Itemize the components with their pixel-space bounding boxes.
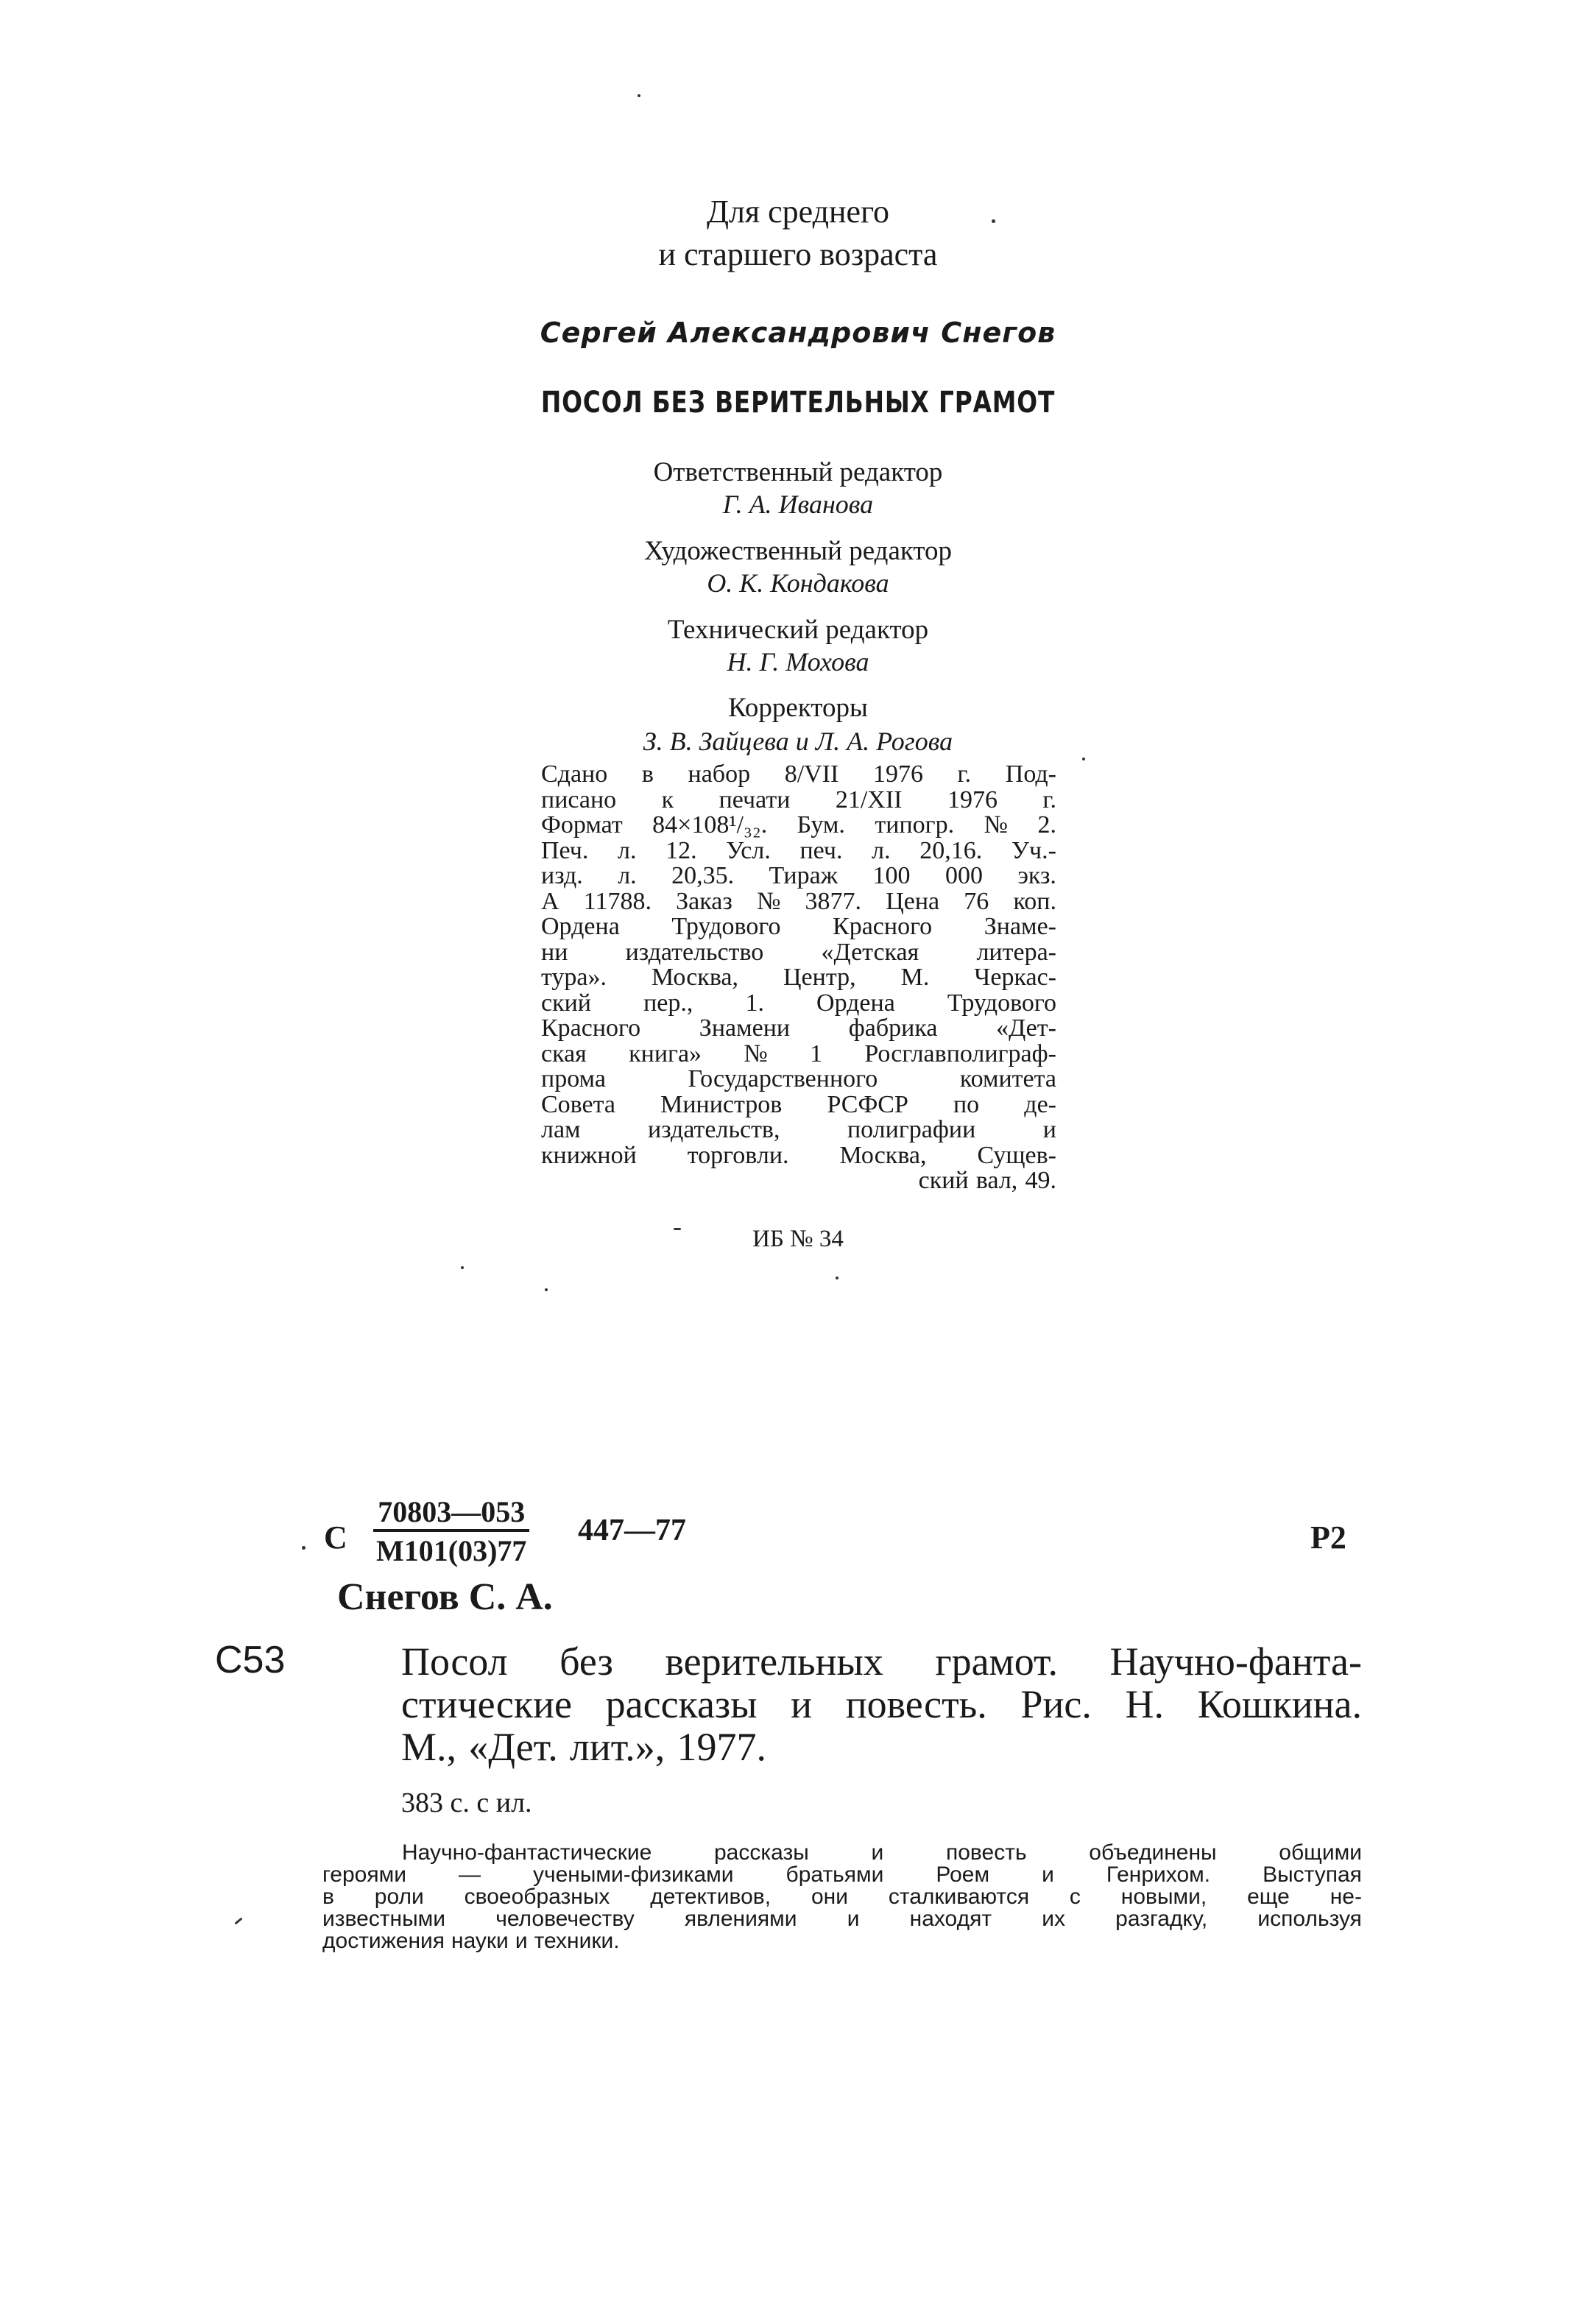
word: Красного <box>833 913 933 940</box>
word: фабрика <box>848 1014 938 1042</box>
word: Знамени <box>699 1014 791 1042</box>
imprint-line <box>541 1067 1056 1092</box>
word: рассказы <box>605 1682 758 1726</box>
credit-name: Г. А. Иванова <box>722 490 874 519</box>
word: не- <box>1330 1885 1362 1909</box>
imprint-line <box>541 838 1056 864</box>
word: Печ. <box>541 836 589 864</box>
scan-speck <box>302 1546 306 1550</box>
word: Трудового <box>671 913 781 940</box>
word: г. <box>957 760 972 788</box>
imprint-line <box>541 991 1056 1017</box>
imprint-line <box>541 965 1056 991</box>
word: к <box>661 785 674 813</box>
word: верительных <box>665 1639 883 1684</box>
word: и <box>1042 1863 1054 1887</box>
scan-speck <box>234 1917 242 1924</box>
word: роли <box>374 1885 424 1909</box>
word: своеобразных <box>464 1885 610 1909</box>
catalog-description <box>401 1640 1362 1768</box>
word: Заказ <box>676 887 732 915</box>
index-bbk: Р2 <box>1310 1519 1346 1556</box>
credit-role: Корректоры <box>728 693 868 723</box>
imprint-line <box>541 864 1056 889</box>
scan-speck <box>674 1228 681 1230</box>
word: Научно-фантастические <box>402 1840 652 1865</box>
word: Роем <box>936 1863 990 1887</box>
word: 1976 <box>872 760 923 788</box>
word: 20,35. <box>671 862 735 889</box>
word: ский <box>541 989 591 1017</box>
word: известными <box>322 1907 446 1931</box>
word: типогр. <box>875 811 955 838</box>
word: Под- <box>1005 760 1056 788</box>
word: Министров <box>660 1090 783 1118</box>
audience-line-2: и старшего возраста <box>658 236 938 272</box>
word: 21/XII <box>835 785 903 813</box>
index-letter: С <box>324 1519 347 1556</box>
word: Ордена <box>541 913 620 940</box>
word: Генрихом. <box>1106 1863 1211 1887</box>
word: издательство <box>625 938 764 966</box>
word: ская <box>541 1039 587 1067</box>
word: книга» <box>629 1039 702 1067</box>
imprint-line <box>541 914 1056 940</box>
word: ни <box>541 938 568 966</box>
word: л. <box>872 836 891 864</box>
word: новыми, <box>1120 1885 1207 1909</box>
imprint-line <box>541 1039 1056 1067</box>
credit-role: Ответственный редактор <box>653 457 943 487</box>
imprint-line <box>541 940 1056 966</box>
word: набор <box>688 760 751 788</box>
word: общими <box>1279 1840 1362 1865</box>
word: Научно-фанта- <box>1109 1639 1362 1684</box>
word: героями <box>322 1863 406 1887</box>
catalog-author: Снегов С. А. <box>337 1576 553 1618</box>
word: и <box>515 1929 528 1953</box>
word: издательств, <box>648 1116 780 1143</box>
word: тура». <box>541 964 607 991</box>
word: Центр, <box>783 964 856 991</box>
word: Бум. <box>797 811 845 838</box>
word: науки <box>451 1929 509 1953</box>
word: 2. <box>1037 811 1056 838</box>
word: Н. <box>1125 1682 1164 1726</box>
word: 1977. <box>677 1725 766 1769</box>
word: «Детская <box>821 938 919 966</box>
word: детективов, <box>650 1885 771 1909</box>
scan-speck <box>992 219 995 223</box>
word: Тираж <box>769 862 838 889</box>
book-title: ПОСОЛ БЕЗ ВЕРИТЕЛЬНЫХ ГРАМОТ <box>540 386 1056 420</box>
word: Усл. <box>726 836 771 864</box>
scan-speck <box>1082 758 1085 760</box>
word: 3877. <box>805 887 862 915</box>
word: Черкас- <box>974 964 1056 991</box>
word: книжной <box>541 1141 637 1169</box>
annotation-line <box>322 1842 1362 1864</box>
catalog-description-line <box>401 1683 1362 1726</box>
word: М. <box>900 964 930 991</box>
scan-speck <box>461 1266 464 1269</box>
word: братьями <box>785 1863 884 1887</box>
word: де- <box>1024 1090 1056 1118</box>
word: РСФСР <box>827 1090 908 1118</box>
index-suffix: 447—77 <box>578 1514 686 1547</box>
word: экз. <box>1017 862 1056 889</box>
word: без <box>559 1639 613 1684</box>
word: 49. <box>1025 1167 1056 1194</box>
word: техники. <box>534 1929 620 1953</box>
word: полиграфии <box>847 1116 976 1143</box>
word: № <box>756 887 781 915</box>
word: А <box>541 887 559 915</box>
word: Красного <box>541 1014 641 1042</box>
credit-role: Технический редактор <box>667 615 929 645</box>
imprint-line <box>541 1143 1056 1169</box>
word: «Дет- <box>996 1014 1056 1042</box>
word: 20,16. <box>919 836 983 864</box>
annotation-line <box>322 1930 1362 1952</box>
imprint-block <box>541 762 1056 1194</box>
word: грамот. <box>935 1639 1059 1684</box>
credit-name: О. К. Кондакова <box>707 568 889 598</box>
word: «Дет. <box>468 1725 558 1769</box>
word: повесть. <box>845 1682 987 1726</box>
word: Кошкина. <box>1197 1682 1362 1726</box>
imprint-line <box>541 1168 1056 1194</box>
word: Совета <box>541 1090 615 1118</box>
word: разгадку, <box>1115 1907 1208 1931</box>
word: используя <box>1257 1907 1362 1931</box>
word: Ордена <box>816 989 895 1017</box>
word: находят <box>909 1907 992 1931</box>
word: Государственного <box>688 1065 878 1092</box>
word: 76 <box>964 887 989 915</box>
word: изд. <box>541 862 583 889</box>
imprint-line <box>541 1016 1056 1042</box>
word: в <box>322 1885 334 1909</box>
word: рассказы <box>714 1840 809 1865</box>
word: пер., <box>643 989 693 1017</box>
word: Сдано <box>541 760 608 788</box>
word: лам <box>541 1116 581 1143</box>
index-denominator: М101(03)77 <box>373 1529 529 1568</box>
word: их <box>1042 1907 1065 1931</box>
word: явлениями <box>684 1907 797 1931</box>
scan-speck <box>545 1288 548 1291</box>
word: они <box>811 1885 848 1909</box>
word: Москва, <box>839 1141 927 1169</box>
word: прома <box>541 1065 606 1092</box>
scan-speck <box>638 94 640 97</box>
word: № <box>984 811 1009 838</box>
word: 1. <box>745 989 764 1017</box>
annotation-line <box>322 1908 1362 1930</box>
word: л. <box>618 836 637 864</box>
imprint-line <box>541 889 1056 915</box>
word: Росглавполиграф- <box>864 1039 1056 1067</box>
word: М., <box>401 1725 457 1769</box>
word: повесть <box>946 1840 1027 1865</box>
word: и <box>791 1682 813 1726</box>
imprint-line <box>541 785 1056 813</box>
word: Посол <box>401 1639 508 1684</box>
catalog-pages: 383 с. с ил. <box>401 1787 532 1818</box>
credit-name: Н. Г. Мохова <box>727 647 869 677</box>
word: Сущев- <box>977 1141 1056 1169</box>
word: ский <box>918 1167 969 1194</box>
word: 1 <box>810 1039 823 1067</box>
word: лит.», <box>569 1725 665 1769</box>
word: с <box>1069 1885 1081 1909</box>
word: Знаме- <box>984 913 1056 940</box>
word: 8/VII <box>784 760 839 788</box>
word: № <box>744 1039 768 1067</box>
catalog-description-line <box>401 1640 1362 1683</box>
credit-name: З. В. Зайцева и Л. А. Рогова <box>643 727 953 756</box>
ib-number: ИБ № 34 <box>752 1226 844 1252</box>
word: достижения <box>322 1929 445 1953</box>
imprint-line <box>541 813 1056 838</box>
audience-line-1: Для среднего <box>706 194 890 230</box>
word: Уч.- <box>1011 836 1056 864</box>
credit-role: Художественный редактор <box>643 536 953 566</box>
word: коп. <box>1013 887 1056 915</box>
word: 12. <box>665 836 697 864</box>
word: л. <box>618 862 637 889</box>
word: Рис. <box>1020 1682 1092 1726</box>
word: Трудового <box>947 989 1056 1017</box>
word: человечеству <box>495 1907 635 1931</box>
imprint-line <box>541 1118 1056 1143</box>
word: еще <box>1247 1885 1290 1909</box>
word: 1976 <box>947 785 998 813</box>
word: Цена <box>886 887 940 915</box>
scan-speck <box>836 1277 838 1279</box>
index-numerator: 70803—053 <box>378 1495 526 1528</box>
word: торговли. <box>687 1141 789 1169</box>
word: — <box>458 1863 481 1887</box>
word: и <box>1042 1116 1056 1143</box>
word: писано <box>541 785 617 813</box>
word: и <box>871 1840 884 1865</box>
word: 100 <box>872 862 911 889</box>
catalog-class-code: С53 <box>215 1639 286 1681</box>
word: Формат <box>541 811 623 838</box>
word: 11788. <box>583 887 652 915</box>
word: г. <box>1042 785 1056 813</box>
word: 000 <box>944 862 983 889</box>
word: вал, <box>975 1167 1018 1194</box>
annotation-line <box>322 1864 1362 1886</box>
author-full-name: Сергей Александрович Снегов <box>540 317 1056 349</box>
imprint-line <box>541 1092 1056 1118</box>
word: стические <box>401 1682 573 1726</box>
word: печати <box>718 785 791 813</box>
word: Выступая <box>1263 1863 1362 1887</box>
imprint-line <box>541 762 1056 788</box>
index-fraction <box>373 1494 529 1568</box>
word: объединены <box>1089 1840 1217 1865</box>
catalog-annotation <box>322 1842 1362 1952</box>
word: комитета <box>959 1065 1056 1092</box>
word: сталкиваются <box>888 1885 1030 1909</box>
catalog-description-line <box>401 1726 1362 1768</box>
word: литера- <box>976 938 1056 966</box>
annotation-line <box>322 1886 1362 1908</box>
word: 84×108¹/₃₂. <box>652 811 768 838</box>
word: в <box>641 760 654 788</box>
word: по <box>953 1090 980 1118</box>
word: печ. <box>799 836 843 864</box>
word: учеными-физиками <box>532 1863 734 1887</box>
word: Москва, <box>651 964 739 991</box>
word: и <box>847 1907 860 1931</box>
